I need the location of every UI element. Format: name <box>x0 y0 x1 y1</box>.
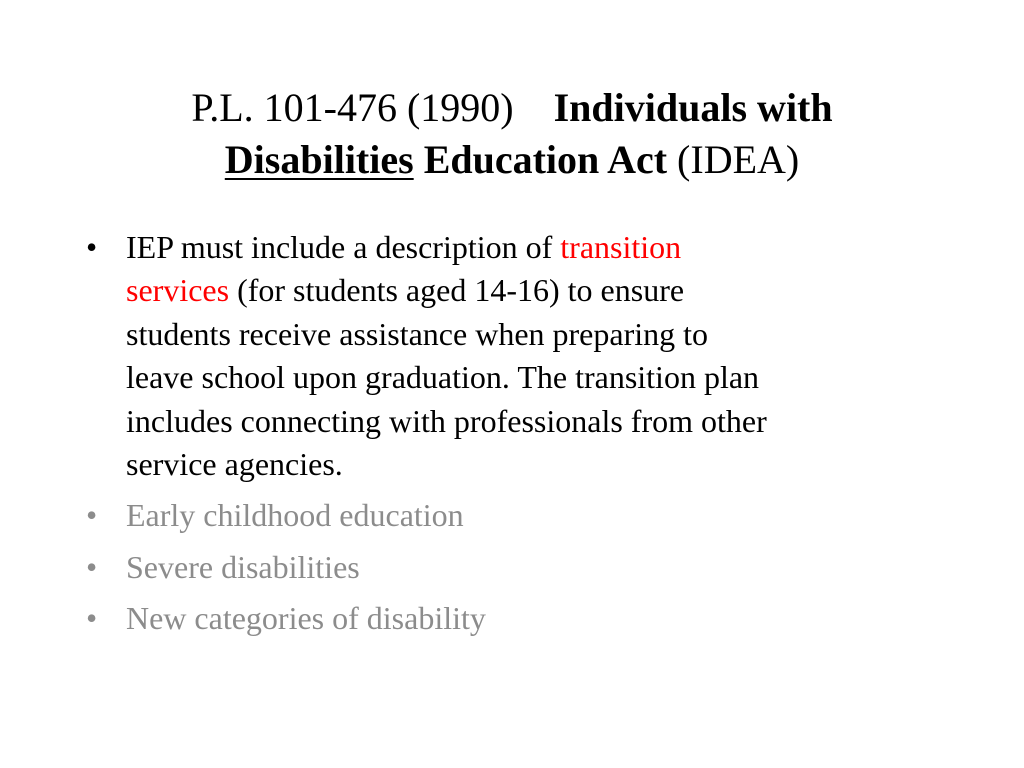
bullet-text: IEP must include a description of <box>126 229 561 265</box>
bullet-icon: • <box>86 229 98 265</box>
bullet-line: leave school upon graduation. The transition plan <box>126 359 760 396</box>
highlighted-term: services <box>126 272 230 309</box>
bullet-item-early-childhood <box>86 494 946 537</box>
title-act-name-start: Individuals with <box>553 85 833 130</box>
bullet-item-new-categories <box>86 597 946 640</box>
bullet-text: New categories of disability <box>126 600 486 637</box>
bullet-text: (for students aged 14-16) to ensure <box>229 272 685 309</box>
bullet-text: Severe disabilities <box>126 548 360 585</box>
highlighted-term: transition <box>560 229 682 265</box>
bullet-item-severe-disabilities <box>86 546 946 589</box>
bullet-icon: • <box>86 548 98 585</box>
bullet-line: students receive assistance when preparing to <box>126 315 709 352</box>
slide-title <box>60 82 964 186</box>
bullet-line: includes connecting with professionals from other <box>126 402 767 439</box>
bullet-item-transition-services <box>86 226 946 486</box>
bullet-line <box>126 269 946 312</box>
title-acronym: (IDEA) <box>677 137 800 182</box>
title-act-name-underlined: Disabilities <box>224 137 414 182</box>
title-act-name-end: Education Act <box>423 137 668 182</box>
bullet-icon: • <box>86 600 98 637</box>
title-line-2 <box>60 134 964 186</box>
bullet-line: service agencies. <box>126 446 343 483</box>
bullet-icon: • <box>86 497 98 534</box>
bullet-line <box>126 226 946 269</box>
title-law-number: P.L. 101-476 (1990) <box>191 85 514 130</box>
bullet-text: Early childhood education <box>126 497 464 534</box>
title-line-1 <box>60 82 964 134</box>
bullet-list <box>86 226 946 649</box>
